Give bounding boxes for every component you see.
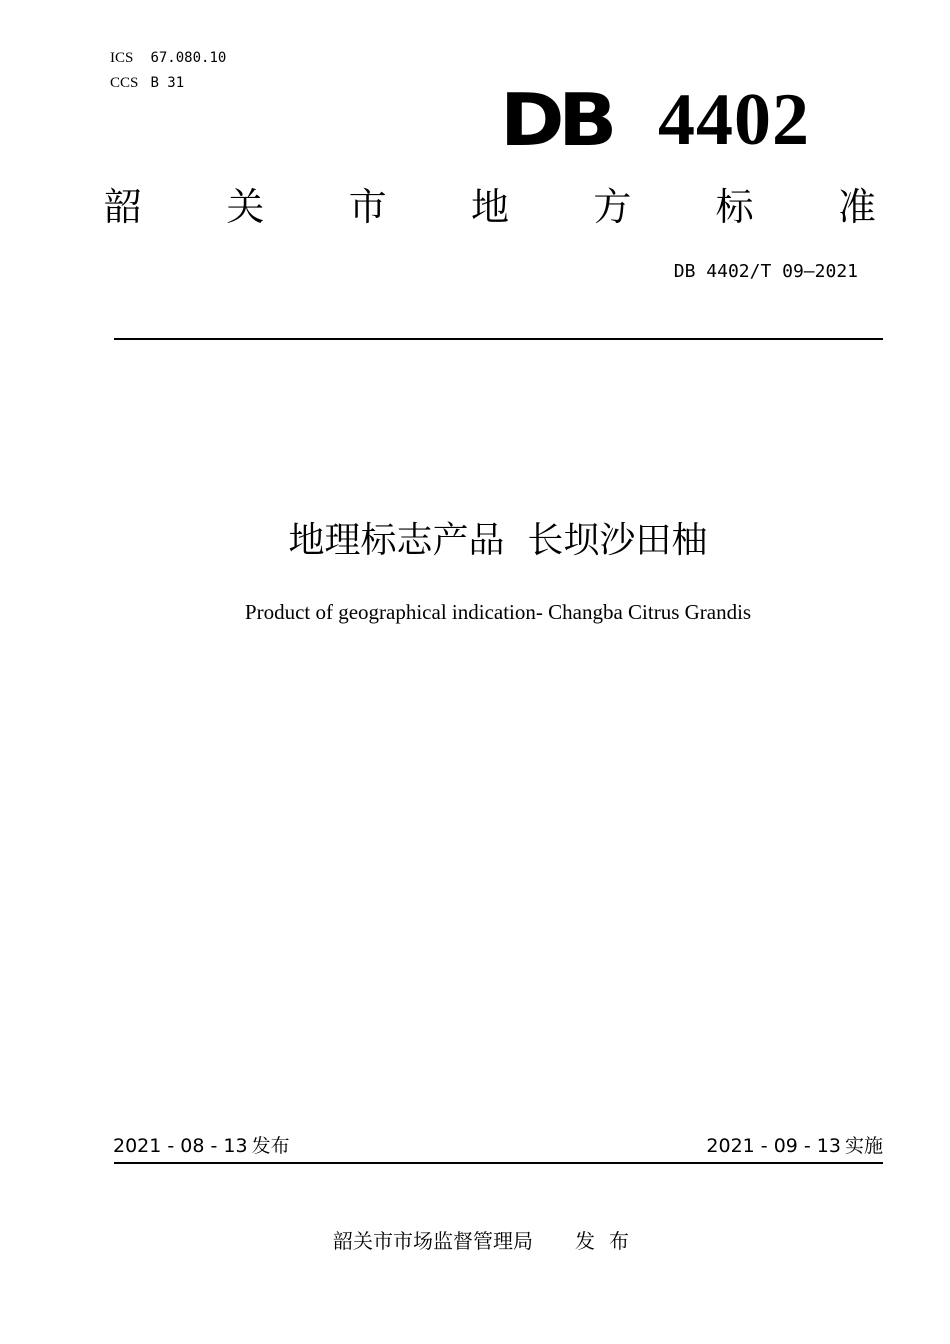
implement-label: 实施	[844, 1135, 883, 1157]
standard-type-char: 地	[470, 185, 509, 229]
standard-type-char: 韶	[104, 185, 143, 229]
standard-type-char: 方	[593, 185, 632, 229]
implement-date: 2021 - 09 - 13	[706, 1135, 841, 1157]
ics-value: 67.080.10	[150, 50, 227, 66]
ics-line	[110, 47, 226, 67]
db-logo-code: 4402	[658, 79, 810, 161]
implement-date-line	[706, 1132, 883, 1160]
top-divider	[114, 338, 883, 340]
ccs-line	[110, 72, 184, 92]
ccs-value: B 31	[150, 75, 185, 91]
standard-type	[104, 182, 876, 232]
standard-type-char: 市	[348, 185, 387, 229]
bottom-divider	[114, 1162, 883, 1164]
issue-label: 发布	[251, 1135, 290, 1157]
ccs-label: CCS	[110, 75, 139, 91]
issue-date: 2021 - 08 - 13	[113, 1135, 248, 1157]
title-chinese: 地理标志产品 长坝沙田柚	[288, 520, 708, 561]
document-number: DB 4402/T 09—2021	[673, 261, 858, 282]
title-english: Product of geographical indication- Changba Citrus Grandis	[244, 600, 752, 624]
db-logo-prefix: DB	[500, 78, 611, 162]
standard-type-char: 准	[837, 185, 876, 229]
issue-date-line	[113, 1132, 290, 1160]
ics-label: ICS	[110, 50, 134, 66]
standard-type-char: 关	[226, 185, 265, 229]
db-logo	[500, 80, 810, 160]
standard-type-char: 标	[715, 185, 754, 229]
publisher-line	[0, 1226, 950, 1256]
publisher-action: 发布	[575, 1229, 643, 1253]
publisher-name: 韶关市市场监督管理局	[333, 1229, 533, 1253]
